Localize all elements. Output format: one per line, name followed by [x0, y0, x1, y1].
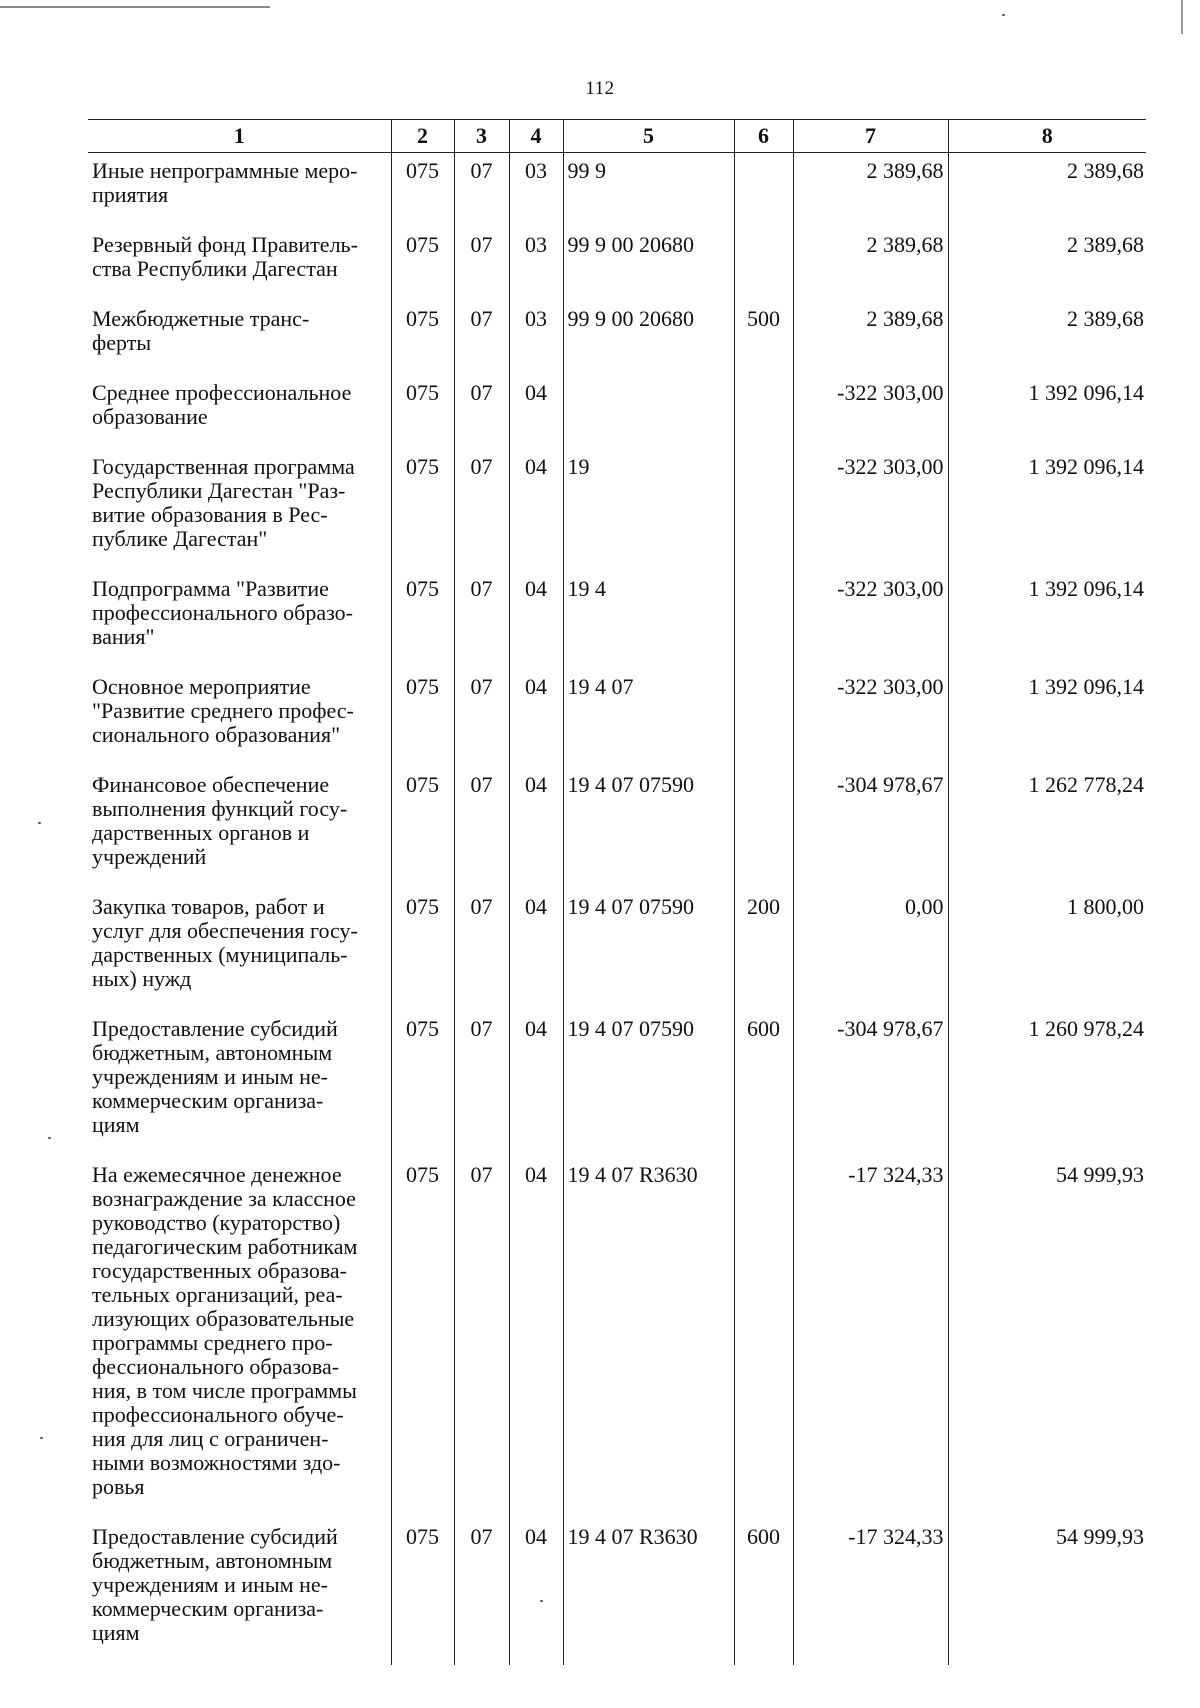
cell-total-amount: 2 389,68	[948, 153, 1146, 228]
cell-expense-type: 600	[734, 1519, 793, 1665]
table-row	[88, 1011, 1146, 1157]
cell-ministry: 075	[391, 301, 454, 375]
scan-edge-mark	[1181, 0, 1183, 34]
cell-subsection: 04	[509, 669, 563, 767]
cell-change-amount: -304 978,67	[793, 767, 948, 889]
cell-ministry: 075	[391, 889, 454, 1011]
cell-section: 07	[454, 227, 509, 301]
cell-change-amount: -322 303,00	[793, 449, 948, 571]
table-row	[88, 153, 1146, 228]
cell-ministry: 075	[391, 153, 454, 228]
cell-ministry: 075	[391, 227, 454, 301]
cell-total-amount: 2 389,68	[948, 301, 1146, 375]
cell-expense-type	[734, 449, 793, 571]
cell-target-article: 99 9	[563, 153, 734, 228]
row-description: Государственная программа Республики Дагестан "Раз- витие образования в Рес- публике Дагестан"	[88, 449, 391, 571]
page-number: 112	[585, 78, 615, 99]
scan-speck	[48, 1137, 51, 1139]
cell-total-amount: 1 262 778,24	[948, 767, 1146, 889]
cell-section: 07	[454, 571, 509, 669]
row-description: Подпрограмма "Развитие профессионального образо- вания"	[88, 571, 391, 669]
cell-section: 07	[454, 1157, 509, 1519]
table-row	[88, 375, 1146, 449]
scan-speck	[40, 1437, 43, 1439]
cell-target-article: 19 4 07 07590	[563, 1011, 734, 1157]
cell-section: 07	[454, 375, 509, 449]
column-header: 6	[734, 120, 793, 153]
cell-expense-type	[734, 375, 793, 449]
cell-change-amount: 0,00	[793, 889, 948, 1011]
cell-total-amount: 1 392 096,14	[948, 375, 1146, 449]
cell-expense-type	[734, 153, 793, 228]
cell-ministry: 075	[391, 449, 454, 571]
cell-total-amount: 1 392 096,14	[948, 669, 1146, 767]
row-description: Финансовое обеспечение выполнения функций госу- дарственных органов и учреждений	[88, 767, 391, 889]
cell-expense-type	[734, 669, 793, 767]
cell-expense-type	[734, 227, 793, 301]
cell-total-amount: 1 392 096,14	[948, 449, 1146, 571]
cell-total-amount: 1 392 096,14	[948, 571, 1146, 669]
column-header: 8	[948, 120, 1146, 153]
cell-ministry: 075	[391, 669, 454, 767]
cell-change-amount: -322 303,00	[793, 571, 948, 669]
cell-subsection: 04	[509, 1519, 563, 1665]
cell-subsection: 03	[509, 153, 563, 228]
row-description: Закупка товаров, работ и услуг для обеспечения госу- дарственных (муниципаль- ных) нужд	[88, 889, 391, 1011]
cell-subsection: 04	[509, 767, 563, 889]
cell-subsection: 04	[509, 449, 563, 571]
row-description: Среднее профессиональное образование	[88, 375, 391, 449]
cell-change-amount: -304 978,67	[793, 1011, 948, 1157]
cell-section: 07	[454, 669, 509, 767]
cell-target-article: 19 4 07 R3630	[563, 1157, 734, 1519]
cell-change-amount: -17 324,33	[793, 1157, 948, 1519]
cell-change-amount: 2 389,68	[793, 153, 948, 228]
table-header-row	[88, 120, 1146, 153]
scan-speck	[540, 1600, 543, 1602]
scan-speck	[1002, 14, 1005, 16]
row-description: Резервный фонд Правитель- ства Республики Дагестан	[88, 227, 391, 301]
column-header: 1	[88, 120, 391, 153]
scan-speck	[38, 822, 41, 824]
cell-ministry: 075	[391, 375, 454, 449]
cell-target-article: 19 4 07 R3630	[563, 1519, 734, 1665]
cell-section: 07	[454, 153, 509, 228]
column-header: 7	[793, 120, 948, 153]
column-header: 3	[454, 120, 509, 153]
table-row	[88, 1519, 1146, 1665]
cell-subsection: 04	[509, 1157, 563, 1519]
row-description: Предоставление субсидий бюджетным, автономным учреждениям и иным не- коммерческим организа- циям	[88, 1011, 391, 1157]
cell-total-amount: 1 260 978,24	[948, 1011, 1146, 1157]
budget-table	[88, 119, 1146, 1665]
cell-section: 07	[454, 449, 509, 571]
cell-subsection: 03	[509, 227, 563, 301]
cell-ministry: 075	[391, 1519, 454, 1665]
cell-section: 07	[454, 301, 509, 375]
table-row	[88, 449, 1146, 571]
table-row	[88, 1157, 1146, 1519]
cell-subsection: 04	[509, 571, 563, 669]
column-header: 5	[563, 120, 734, 153]
cell-target-article: 19 4 07 07590	[563, 889, 734, 1011]
cell-ministry: 075	[391, 1157, 454, 1519]
cell-subsection: 04	[509, 375, 563, 449]
cell-total-amount: 1 800,00	[948, 889, 1146, 1011]
table-row	[88, 571, 1146, 669]
row-description: Межбюджетные транс- ферты	[88, 301, 391, 375]
cell-total-amount: 54 999,93	[948, 1519, 1146, 1665]
cell-expense-type	[734, 571, 793, 669]
cell-expense-type	[734, 1157, 793, 1519]
cell-subsection: 04	[509, 1011, 563, 1157]
column-header: 2	[391, 120, 454, 153]
cell-section: 07	[454, 767, 509, 889]
cell-section: 07	[454, 1011, 509, 1157]
row-description: На ежемесячное денежное вознаграждение за классное руководство (кураторство) педагогическим работникам государственных образова- тельных организаций, реа- лизующих образовательные программы среднего про- фессионального образова- ния, в том числе программы профессионального обуче- ния для лиц с ограничен- ными возможностями здо- ровья	[88, 1157, 391, 1519]
row-description: Основное мероприятие "Развитие среднего профес- сионального образования"	[88, 669, 391, 767]
cell-target-article: 19 4	[563, 571, 734, 669]
cell-target-article: 19	[563, 449, 734, 571]
cell-section: 07	[454, 889, 509, 1011]
scan-edge-mark	[0, 6, 270, 8]
table-row	[88, 669, 1146, 767]
table-row	[88, 301, 1146, 375]
cell-change-amount: -322 303,00	[793, 375, 948, 449]
cell-expense-type: 200	[734, 889, 793, 1011]
cell-expense-type: 600	[734, 1011, 793, 1157]
cell-ministry: 075	[391, 767, 454, 889]
cell-change-amount: 2 389,68	[793, 301, 948, 375]
cell-subsection: 03	[509, 301, 563, 375]
cell-subsection: 04	[509, 889, 563, 1011]
cell-ministry: 075	[391, 1011, 454, 1157]
column-header: 4	[509, 120, 563, 153]
cell-total-amount: 54 999,93	[948, 1157, 1146, 1519]
cell-section: 07	[454, 1519, 509, 1665]
cell-expense-type	[734, 767, 793, 889]
cell-target-article	[563, 375, 734, 449]
table-row	[88, 767, 1146, 889]
cell-change-amount: -17 324,33	[793, 1519, 948, 1665]
cell-target-article: 19 4 07	[563, 669, 734, 767]
cell-change-amount: -322 303,00	[793, 669, 948, 767]
table-row	[88, 227, 1146, 301]
cell-ministry: 075	[391, 571, 454, 669]
row-description: Предоставление субсидий бюджетным, автономным учреждениям и иным не- коммерческим организа- циям	[88, 1519, 391, 1665]
cell-change-amount: 2 389,68	[793, 227, 948, 301]
cell-target-article: 99 9 00 20680	[563, 301, 734, 375]
cell-total-amount: 2 389,68	[948, 227, 1146, 301]
cell-target-article: 19 4 07 07590	[563, 767, 734, 889]
row-description: Иные непрограммные меро- приятия	[88, 153, 391, 228]
cell-expense-type: 500	[734, 301, 793, 375]
cell-target-article: 99 9 00 20680	[563, 227, 734, 301]
table-row	[88, 889, 1146, 1011]
